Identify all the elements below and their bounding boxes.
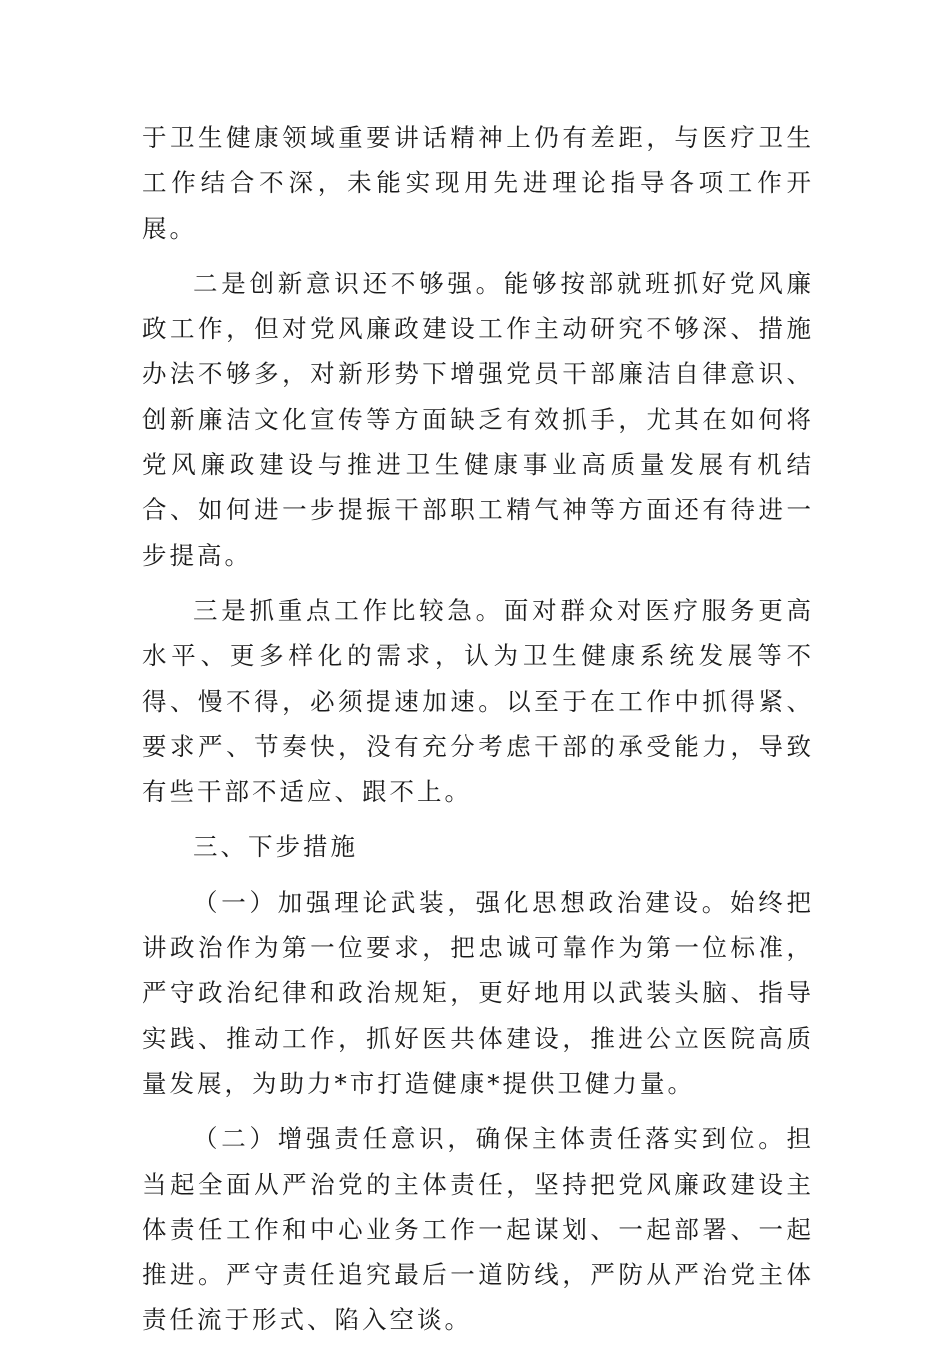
paragraph-measure-two: （二）增强责任意识，确保主体责任落实到位。担当起全面从严治党的主体责任，坚持把党风廉政建设主体责任工作和中心业务工作一起谋划、一起部署、一起推进。严守责任追究最后一道防线，严防从严治党主体责任流于形式、陷入空谈。	[142, 1124, 814, 1335]
paragraph-continuation: 于卫生健康领域重要讲话精神上仍有差距，与医疗卫生工作结合不深，未能实现用先进理论指导各项工作开展。	[142, 123, 814, 243]
section-heading-next-steps: 三、下步措施	[193, 832, 358, 862]
paragraph-point-three: 三是抓重点工作比较急。面对群众对医疗服务更高水平、更多样化的需求，认为卫生健康系统发展等不得、慢不得，必须提速加速。以至于在工作中抓得紧、要求严、节奏快，没有充分考虑干部的承受能力，导致有些干部不适应、跟不上。	[142, 595, 814, 807]
document-body	[142, 115, 814, 1353]
paragraph-point-two: 二是创新意识还不够强。能够按部就班抓好党风廉政工作，但对党风廉政建设工作主动研究不够深、措施办法不够多，对新形势下增强党员干部廉洁自律意识、创新廉洁文化宣传等方面缺乏有效抓手，尤其在如何将党风廉政建设与推进卫生健康事业高质量发展有机结合、如何进一步提振干部职工精气神等方面还有待进一步提高。	[142, 268, 814, 570]
paragraph-measure-one: （一）加强理论武装，强化思想政治建设。始终把讲政治作为第一位要求，把忠诚可靠作为第一位标准，严守政治纪律和政治规矩，更好地用以武装头脑、指导实践、推动工作，抓好医共体建设，推进公立医院高质量发展，为助力*市打造健康*提供卫健力量。	[142, 887, 814, 1098]
